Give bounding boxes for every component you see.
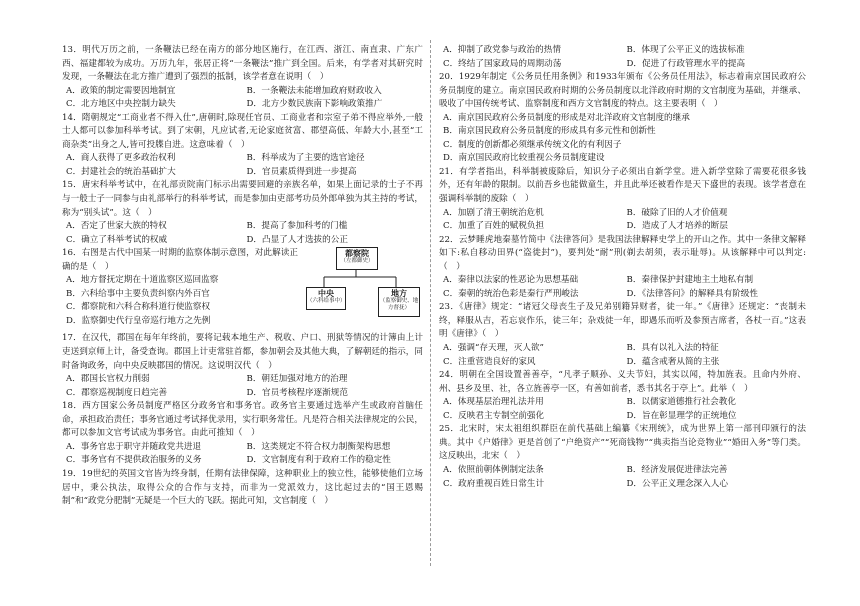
option-a: A．事务官忠于职守并随政党共进退: [66, 441, 202, 452]
option-b: B．以儒家道德推行社会教化: [626, 397, 736, 408]
option-b: B．经济发展促进律法完善: [626, 464, 728, 475]
option-c: C．确立了科举考试的权威: [66, 234, 168, 245]
option-d: D．官员考核程序逐渐规范: [246, 387, 348, 398]
question-20: [439, 71, 806, 166]
option-a: A．秦律以法家的性恶论为思想基础: [443, 275, 579, 286]
option-b: B．南京国民政府公务员制度的形成具有多元性和创新性: [443, 126, 656, 137]
option-a: A．郡国长官权力削弱: [66, 374, 150, 385]
question-24: [439, 369, 806, 423]
option-b: B．科举成为了主要的选官途径: [246, 153, 365, 164]
option-a: A．强调“存天理，灭人欲”: [443, 343, 544, 354]
diagram-node-local-label: 地方: [391, 288, 407, 299]
right-column: [439, 44, 806, 491]
question-25-stem: 25．北宋时，宋太祖组织群臣在前代基础上编纂《宋刑统》，成为世界上第一部刊印颁行的法典。其中《户婚律》更是首创了“户绝资产”“死商钱物”“典卖指当论竞物业”“婚田入务”等门类。这反映出，北宋（ ）: [439, 424, 806, 462]
question-22-options: [439, 274, 806, 301]
option-c: C．制度的创新都必须继承传统文化的有利因子: [443, 139, 622, 150]
question-17: [62, 332, 423, 400]
question-21-stem: 21．有学者指出，科举制被废除后，知识分子必须出自新学堂。进入新学堂除了需要花很多钱外，还有年龄的限制。以前吾乡也能做童生，并且此举还被看作是天下盛世的表现。该学者意在强调科举制的废除（ ）: [439, 166, 806, 205]
question-19-stem: 19．19世纪的英国文官皆为终身制，任期有法律保障，这种职业上的独立性，能够使他们立场居中，秉公执法，取得公众的合作与支持，而非为一党派效力，这比起过去的“国王恩赐制”和“政党分肥制”无疑是一个巨大的飞跃。据此可知，文官制度（ ）: [62, 468, 423, 507]
supervision-system-diagram: [306, 245, 424, 317]
option-d: D．蕴含戒奢从简的主张: [626, 356, 720, 367]
question-19: [62, 468, 423, 509]
option-c: C．终结了国家政局的周期动荡: [443, 58, 562, 69]
option-c: C．都察院和六科合称科道行使监察权: [66, 302, 211, 313]
question-14: [62, 112, 423, 180]
diagram-node-local: [378, 287, 420, 317]
option-d: D．凸显了人才选拔的公正: [246, 234, 348, 245]
question-21: [439, 166, 806, 234]
diagram-node-central: [306, 287, 346, 310]
option-b: B．秦律保护封建地主土地私有制: [626, 275, 754, 286]
question-16-options: [62, 274, 298, 328]
option-d: D．监察御史代行皇帝巡行地方之先例: [66, 315, 211, 326]
option-b: B．这类规定不符合权力制衡架构思想: [246, 441, 391, 452]
question-17-options: [62, 373, 423, 400]
question-18-stem: 18．西方国家公务员制度严格区分政务官和事务官。政务官主要通过选举产生或政府首脑任命，承担政治责任；事务官通过考试择优录用，实行职务常任。凡是符合相关法律规定的公民，都可以参加文官考试成为事务官。由此可推知（ ）: [62, 401, 423, 439]
option-d: D．旨在彰显理学的正统地位: [626, 410, 737, 421]
option-d: D．官员素质得到进一步提高: [246, 166, 357, 177]
diagram-node-central-sub: （六科给事中）: [307, 298, 346, 305]
option-a: A．依照前朝体例制定法条: [443, 464, 544, 475]
question-15-stem: 15．唐宋科举考试中，在礼部贡院南门标示出需要回避的亲族名单，如果上面记录的士子不再与一般士子一同参与由礼部举行的科举考试，而是参加由吏部考功员外郎单独为其主持的考试，称为“别头试”。这（ ）: [62, 180, 423, 218]
question-24-options: [439, 396, 806, 423]
question-23-stem: 23．《唐律》规定：“诸冠父母丧生子及兄弟别籍异财者，徒一年。”《唐律》还规定：“丧制未终，释服从吉，若忘哀作乐，徒三年；杂戏徒一年，即遇乐而听及参预吉席者，各杖一百。”这表明《唐律》（ ）: [439, 302, 806, 340]
question-21-options: [439, 207, 806, 234]
question-18-options: [62, 441, 423, 468]
diagram-node-central-label: 中央: [318, 288, 334, 299]
question-23: [439, 301, 806, 369]
option-a: A．体现基层治理礼法并用: [443, 397, 544, 408]
option-d: D．文官制度有利于政府工作的稳定性: [246, 455, 391, 466]
question-23-options: [439, 342, 806, 369]
column-divider: [430, 40, 431, 566]
option-b: B．体现了公平正义的选拔标准: [626, 45, 745, 55]
option-d: D．造成了人才培养的断层: [626, 221, 728, 232]
option-a: A．政策的制定需要因地制宜: [66, 85, 176, 96]
option-d: D．促进了行政管理水平的提高: [626, 58, 746, 69]
question-19-options: [439, 44, 806, 71]
option-c: C．政府重视百姓日常生计: [443, 478, 545, 489]
option-a: A．南京国民政府公务员制度的形成是对北洋政府文官制度的继承: [443, 112, 690, 123]
option-a: A．抑制了政党参与政治的热情: [443, 45, 561, 55]
option-b: B．朝廷加强对地方的治理: [246, 374, 348, 385]
option-c: C．事务官有不提供政治服务的义务: [66, 455, 202, 466]
question-16-stem: 16．右图是古代中国某一时期的监察体制示意图，对此解读正确的是（ ）: [62, 248, 298, 272]
question-20-options: [439, 112, 806, 166]
option-d: D．南京国民政府比较重视公务员制度建设: [443, 153, 605, 164]
question-13: [62, 44, 423, 112]
question-18: [62, 400, 423, 468]
question-16: [62, 247, 423, 328]
option-c: C．封建社会的统治基础扩大: [66, 166, 176, 177]
option-c: C．反映君主专制空前强化: [443, 410, 545, 421]
option-a: A．否定了世家大族的特权: [66, 221, 167, 232]
option-b: B．具有以礼入法的特征: [626, 343, 719, 354]
option-b: B．六科给事中主要负责纠察内外百官: [66, 288, 210, 299]
option-c: C．秦朝的统治色彩是秦行严刑峻法: [443, 288, 579, 299]
diagram-node-top: [336, 247, 378, 270]
option-c: C．郡察巡视制度日趋完善: [66, 387, 168, 398]
option-d: D．公平正义理念深入人心: [626, 478, 728, 489]
question-25: [439, 423, 806, 491]
question-14-stem: 14．隋朝规定“工商业者不得入仕”,唐朝时,除现任官员、工商业者和宗室子弟不得应举外,一般士人都可以参加科举考试。到了宋朝，凡应试者,无论家庭贫富、郡望高低、年龄大小,甚至“工商杂类”出身之人,皆可投牒自进。这意味着（ ）: [62, 112, 423, 150]
option-d: D．《法律答问》的解释具有阶级性: [626, 288, 758, 299]
option-a: A．地方督抚定期在十道监察区巡回监察: [66, 275, 219, 286]
diagram-node-local-sub: （监察御史、地方督抚）: [379, 298, 419, 312]
question-24-stem: 24．明朝在全国设置善善亭，“凡孝子顺孙、义夫节妇，其实以闻，特加旌表。且命内外府、州、县乡及里、社，各立旌善亭一区，有善如前者，悉书其名于亭上”。此举（ ）: [439, 370, 806, 394]
option-b: B．破除了旧的人才价值观: [626, 207, 728, 218]
diagram-node-top-label: 都察院: [345, 248, 369, 259]
question-13-stem: 13．明代万历之前，一条鞭法已经在南方的部分地区施行，在江西、浙江、南直隶、广东广西、福建都较为成功。万历九年，张居正将“一条鞭法”推广到全国。后来，有学者对其研究时发现，一条鞭法在北方推广遭到了强烈的抵制，该学者意在说明（ ）: [62, 45, 423, 83]
option-d: D．北方少数民族南下影响政策推广: [246, 99, 383, 110]
diagram-node-top-sub: （左都御史）: [340, 258, 374, 265]
question-15-options: [62, 220, 423, 247]
option-c: C．加重了百姓的赋税负担: [443, 221, 545, 232]
question-14-options: [62, 152, 423, 179]
question-17-stem: 17．在汉代，郡国在每年年终前，要将记载本地生产、税收、户口、刑狱等情况的计簿由上计吏送到京师上计，备受查询。郡国上计吏常驻首都，参加朝会及其他大典，了解朝廷的指示，同时备询政务，向中央反映郡国的情况。这说明汉代（ ）: [62, 333, 423, 371]
question-13-options: [62, 85, 423, 112]
question-25-options: [439, 464, 806, 491]
question-22-stem: 22．云梦睡虎地秦墓竹简中《法律答问》是我国法律解释史学上的开山之作。其中一条律文解释如下:私自移动田界(“盗徙封”)，要判处“耐”刑(剃去胡须，表示耻辱)。从该解释中可以判定:（ ）: [439, 234, 806, 272]
question-20-stem: 20．1929年制定《公务员任用条例》和1933年颁布《公务员任用法》，标志着南京国民政府公务员制度的建立。南京国民政府时期的公务员制度以北洋政府时期的文官制度为基础，并继承、吸收了中国传统考试、监察制度和西方文官制度的特点。这主要表明（ ）: [439, 72, 806, 110]
left-column: [62, 44, 423, 509]
option-b: B．提高了参加科考的门槛: [246, 221, 348, 232]
option-a: A．加剧了清王朝统治危机: [443, 207, 544, 218]
option-a: A．商人获得了更多政治权利: [66, 153, 176, 164]
option-c: C．北方地区中央控制力缺失: [66, 99, 176, 110]
question-15: [62, 179, 423, 247]
option-b: B．一条鞭法未能增加政府财政收入: [246, 85, 382, 96]
option-c: C．注重营造良好的家风: [443, 356, 536, 367]
question-22: [439, 234, 806, 302]
